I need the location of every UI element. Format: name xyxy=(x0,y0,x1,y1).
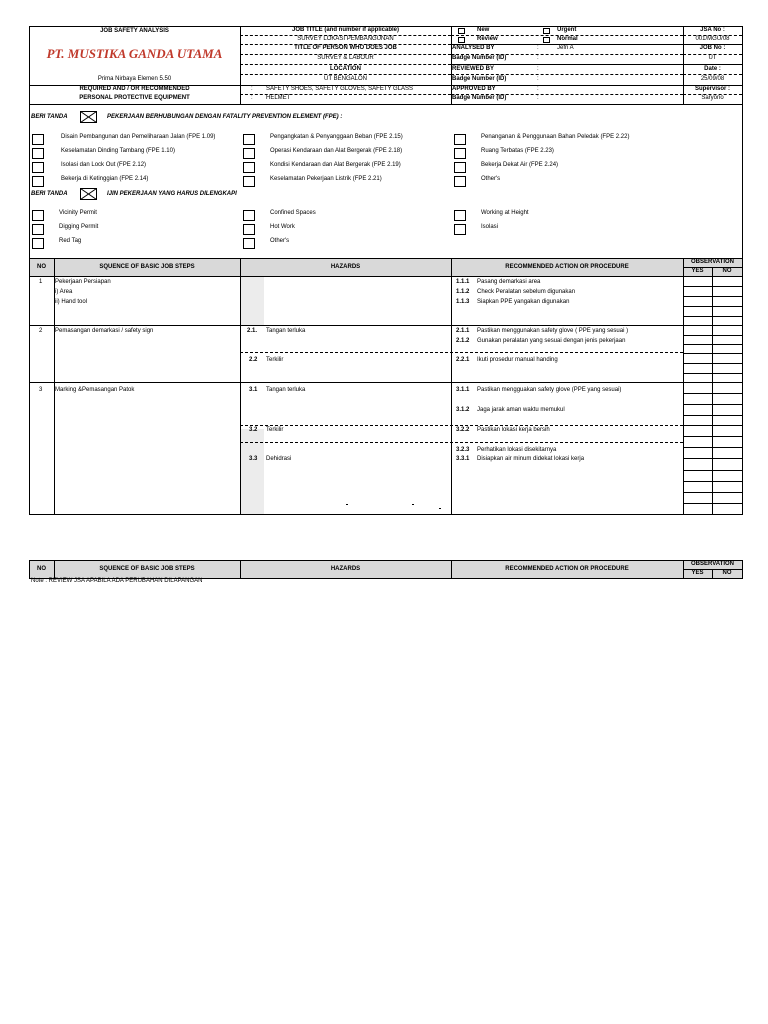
action-text: Pastikan mengguakan safety glove (PPE yang sesuai) xyxy=(477,387,622,393)
person-value: SURVEY & LABOUR xyxy=(317,55,374,61)
location-label: LOCATION xyxy=(330,66,361,72)
permit-item-label: Hot Work xyxy=(270,224,295,230)
col-no-header: NO xyxy=(37,566,46,572)
approved-colon: : xyxy=(537,86,539,92)
step-text: Pekerjaan Persiapan xyxy=(55,279,111,285)
fpe-checkbox[interactable] xyxy=(32,148,44,159)
permit-beri-tanda: BERI TANDA xyxy=(31,191,68,197)
job-title-value: SURVEY LOKASI PEMBANGUNAN xyxy=(297,36,394,42)
badge-label-2: Badge Number (ID) xyxy=(452,76,507,82)
col-hazards-header: HAZARDS xyxy=(330,264,361,270)
row-number: 1 xyxy=(39,279,43,285)
urgent-checkbox[interactable] xyxy=(543,28,550,34)
permit-checkbox[interactable] xyxy=(32,210,44,221)
ppe-colon-2: : xyxy=(251,95,253,101)
permit-item-label: Confined Spaces xyxy=(270,210,316,216)
col-action-header: RECOMMENDED ACTION OR PROCEDURE xyxy=(505,264,629,270)
action-text: Ikuti prosedur manual handing xyxy=(477,357,558,363)
fpe-checkbox[interactable] xyxy=(454,176,466,187)
job-no-value: UT xyxy=(708,55,717,61)
action-number: 3.3.1 xyxy=(456,456,470,462)
action-number: 1.1.3 xyxy=(456,299,470,305)
supervisor-label: Supervisor : xyxy=(694,86,730,92)
new-checkbox[interactable] xyxy=(458,28,465,34)
supervisor-value: Saryono xyxy=(701,95,724,101)
fpe-item-label: Other's xyxy=(481,176,501,182)
permit-title: IJIN PEKERJAAN YANG HARUS DILENGKAPI xyxy=(107,191,237,197)
permit-item-label: Red Tag xyxy=(59,238,82,244)
crossed-box-icon xyxy=(80,111,97,123)
permit-checkbox[interactable] xyxy=(243,224,255,235)
permit-checkbox[interactable] xyxy=(32,224,44,235)
ppe-colon-1: : xyxy=(251,86,253,92)
col-action-header: RECOMMENDED ACTION OR PROCEDURE xyxy=(505,566,629,572)
fpe-checkbox[interactable] xyxy=(454,134,466,145)
action-number: 1.1.2 xyxy=(456,289,470,295)
hazard-text: Dehidrasi xyxy=(266,456,292,462)
fpe-item-label: Penanganan & Penggunaan Bahan Peledak (FPE 2.22) xyxy=(481,134,630,140)
action-text: Perhatikan lokasi disekitarnya xyxy=(477,447,557,453)
permit-item-label: Digging Permit xyxy=(59,224,99,230)
col-yes-header: YES xyxy=(691,268,704,274)
person-label: TITLE OF PERSON WHO DOES JOB xyxy=(294,45,397,51)
job-title-label: JOB TITLE (and number if applicable) xyxy=(291,27,399,33)
location-value: UT BENGALON xyxy=(324,76,367,82)
company-name: PT. MUSTIKA GANDA UTAMA xyxy=(46,46,223,61)
fpe-item-label: Bekerja Dekat Air (FPE 2.24) xyxy=(481,162,559,168)
action-number: 2.1.2 xyxy=(456,338,470,344)
reviewed-by-label: REVIEWED BY xyxy=(452,66,495,72)
hazard-number: 3.2 xyxy=(249,427,258,433)
fpe-checkbox[interactable] xyxy=(454,162,466,173)
step-text: i) Area xyxy=(55,289,73,295)
ppe-value-2: HELMET xyxy=(266,95,291,101)
action-text: Siapkan PPE yangakan digunakan xyxy=(477,299,570,305)
ppe-label-2: PERSONAL PROTECTIVE EQUIPMENT xyxy=(79,95,190,101)
fpe-item-label: Ruang Terbatas (FPE 2.23) xyxy=(481,148,554,154)
permit-item-label: Other's xyxy=(270,238,290,244)
badge-label-1: Badge Number (ID) xyxy=(452,55,507,61)
footer-note: Note : REVIEW JSA APABILA ADA PERUBAHAN DILAPANGAN xyxy=(31,578,203,584)
fpe-item-label: Bekerja di Ketinggian (FPE 2.14) xyxy=(61,176,149,182)
crossed-box-icon xyxy=(80,188,97,200)
fpe-checkbox[interactable] xyxy=(243,148,255,159)
action-number: 1.1.1 xyxy=(456,279,470,285)
col-hazards-header: HAZARDS xyxy=(330,566,361,572)
col-yes-header: YES xyxy=(691,570,704,576)
col-steps-header: SQUENCE OF BASIC JOB STEPS xyxy=(99,566,195,572)
element-label: Prima Nirbaya Elemen 5.50 xyxy=(97,76,172,82)
hazard-number: 2.1. xyxy=(247,328,258,334)
permit-checkbox[interactable] xyxy=(454,224,466,235)
analysed-by-value: Jefri A xyxy=(557,45,574,51)
action-number: 3.2.3 xyxy=(456,447,470,453)
fpe-item-label: Keselamatan Pekerjaan Listrik (FPE 2.21) xyxy=(270,176,382,182)
hazard-number: 3.3 xyxy=(249,456,258,462)
fpe-checkbox[interactable] xyxy=(454,148,466,159)
action-number: 3.2.2 xyxy=(456,427,470,433)
action-number: 3.1.2 xyxy=(456,407,470,413)
normal-checkbox[interactable] xyxy=(543,37,550,43)
review-checkbox[interactable] xyxy=(458,37,465,43)
action-text: Pastikan lokasi kerja bersih xyxy=(477,427,550,433)
col-no2-header: NO xyxy=(722,268,732,274)
fpe-item-label: Keselamatan Dinding Tambang (FPE 1.10) xyxy=(61,148,175,154)
col-steps-header: SQUENCE OF BASIC JOB STEPS xyxy=(99,264,195,270)
review-label: Review xyxy=(477,36,498,42)
action-text: Jaga jarak aman waktu memukul xyxy=(477,407,565,413)
fpe-checkbox[interactable] xyxy=(243,134,255,145)
col-no-header: NO xyxy=(37,264,46,270)
step-text: Marking &Pemasangan Patok xyxy=(55,387,135,393)
action-number: 2.1.1 xyxy=(456,328,470,334)
action-text: Pastikan menggunakan safety glove ( PPE yang sesuai ) xyxy=(477,328,629,334)
step-text: ii) Hand tool xyxy=(55,299,88,305)
hazard-text: Tangan terluka xyxy=(266,387,306,393)
jsa-no-value: 001/MGU/08 xyxy=(695,36,730,42)
action-number: 2.2.1 xyxy=(456,357,470,363)
new-label: New xyxy=(477,27,490,33)
urgent-label: Urgent xyxy=(557,27,577,33)
fpe-item-label: Pengangkatan & Penyanggaan Beban (FPE 2.15) xyxy=(270,134,403,140)
hazard-number: 2.2 xyxy=(249,357,258,363)
permit-item-label: Working at Height xyxy=(481,210,529,216)
action-number: 3.1.1 xyxy=(456,387,470,393)
permit-checkbox[interactable] xyxy=(243,238,255,249)
ppe-value-1: SAFETY SHOES, SAFETY GLOVES, SAFETY GLASS xyxy=(266,86,414,92)
permit-checkbox[interactable] xyxy=(243,210,255,221)
fpe-checkbox[interactable] xyxy=(32,134,44,145)
permit-checkbox[interactable] xyxy=(32,238,44,249)
badge-colon-3: : xyxy=(537,95,539,101)
job-no-label: JOB No : xyxy=(699,45,726,51)
date-value: 25/09/08 xyxy=(700,76,725,82)
normal-label: Normal xyxy=(557,36,578,42)
fpe-item-label: Operasi Kendaraan dan Alat Bergerak (FPE 2.18) xyxy=(270,148,403,154)
ppe-label-1: REQUIRED AND / OR RECOMMENDED xyxy=(79,86,190,92)
fpe-title: PEKERJAAN BERHUBUNGAN DENGAN FATALITY PREVENTION ELEMENT (FPE) : xyxy=(107,114,343,120)
fpe-checkbox[interactable] xyxy=(243,176,255,187)
reviewed-colon: : xyxy=(537,66,539,72)
step-text: Pemasangan demarkasi / safety sign xyxy=(55,328,154,334)
date-label: Date : xyxy=(704,66,721,72)
col-observation-header: OBSERVATION xyxy=(690,259,734,265)
badge-label-3: Badge Number (ID) xyxy=(452,95,507,101)
row-number: 3 xyxy=(39,387,43,393)
fpe-checkbox[interactable] xyxy=(243,162,255,173)
jsa-title: JOB SAFETY ANALYSIS xyxy=(100,28,169,34)
action-text: Disiapkan air minum didekat lokasi kerja xyxy=(477,456,585,462)
fpe-checkbox[interactable] xyxy=(32,176,44,187)
hazard-text: Terkilir xyxy=(266,427,284,433)
fpe-beri-tanda: BERI TANDA xyxy=(31,114,68,120)
fpe-checkbox[interactable] xyxy=(32,162,44,173)
permit-item-label: Vicinity Permit xyxy=(59,210,97,216)
badge-colon-2: : xyxy=(537,76,539,82)
hazard-text: Tangan terluka xyxy=(266,328,306,334)
row-number: 2 xyxy=(39,328,43,334)
action-text: Check Peralatan sebelum digunakan xyxy=(477,289,576,295)
action-text: Pasang demarkasi area xyxy=(477,279,541,285)
fpe-item-label: Disain Pembangunan dan Pemeliharaan Jalan (FPE 1.09) xyxy=(61,134,216,140)
hazard-number: 3.1 xyxy=(249,387,258,393)
col-no2-header: NO xyxy=(722,570,732,576)
permit-item-label: Isolasi xyxy=(481,224,499,230)
analysed-colon: : xyxy=(537,45,539,51)
jsa-no-label: JSA No : xyxy=(700,27,725,33)
col-observation-header: OBSERVATION xyxy=(690,561,734,567)
hazard-text: Terkilir xyxy=(266,357,284,363)
badge-colon-1: : xyxy=(537,55,539,61)
permit-checkbox[interactable] xyxy=(454,210,466,221)
analysed-by-label: ANALYSED BY xyxy=(452,45,495,51)
approved-by-label: APPROVED BY xyxy=(452,86,496,92)
fpe-item-label: Isolasi dan Lock Out (FPE 2.12) xyxy=(61,162,147,168)
fpe-item-label: Kondisi Kendaraan dan Alat Bergerak (FPE 2.19) xyxy=(270,162,401,168)
action-text: Gunakan peralatan yang sesuai dengan jenis pekerjaan xyxy=(477,338,626,344)
